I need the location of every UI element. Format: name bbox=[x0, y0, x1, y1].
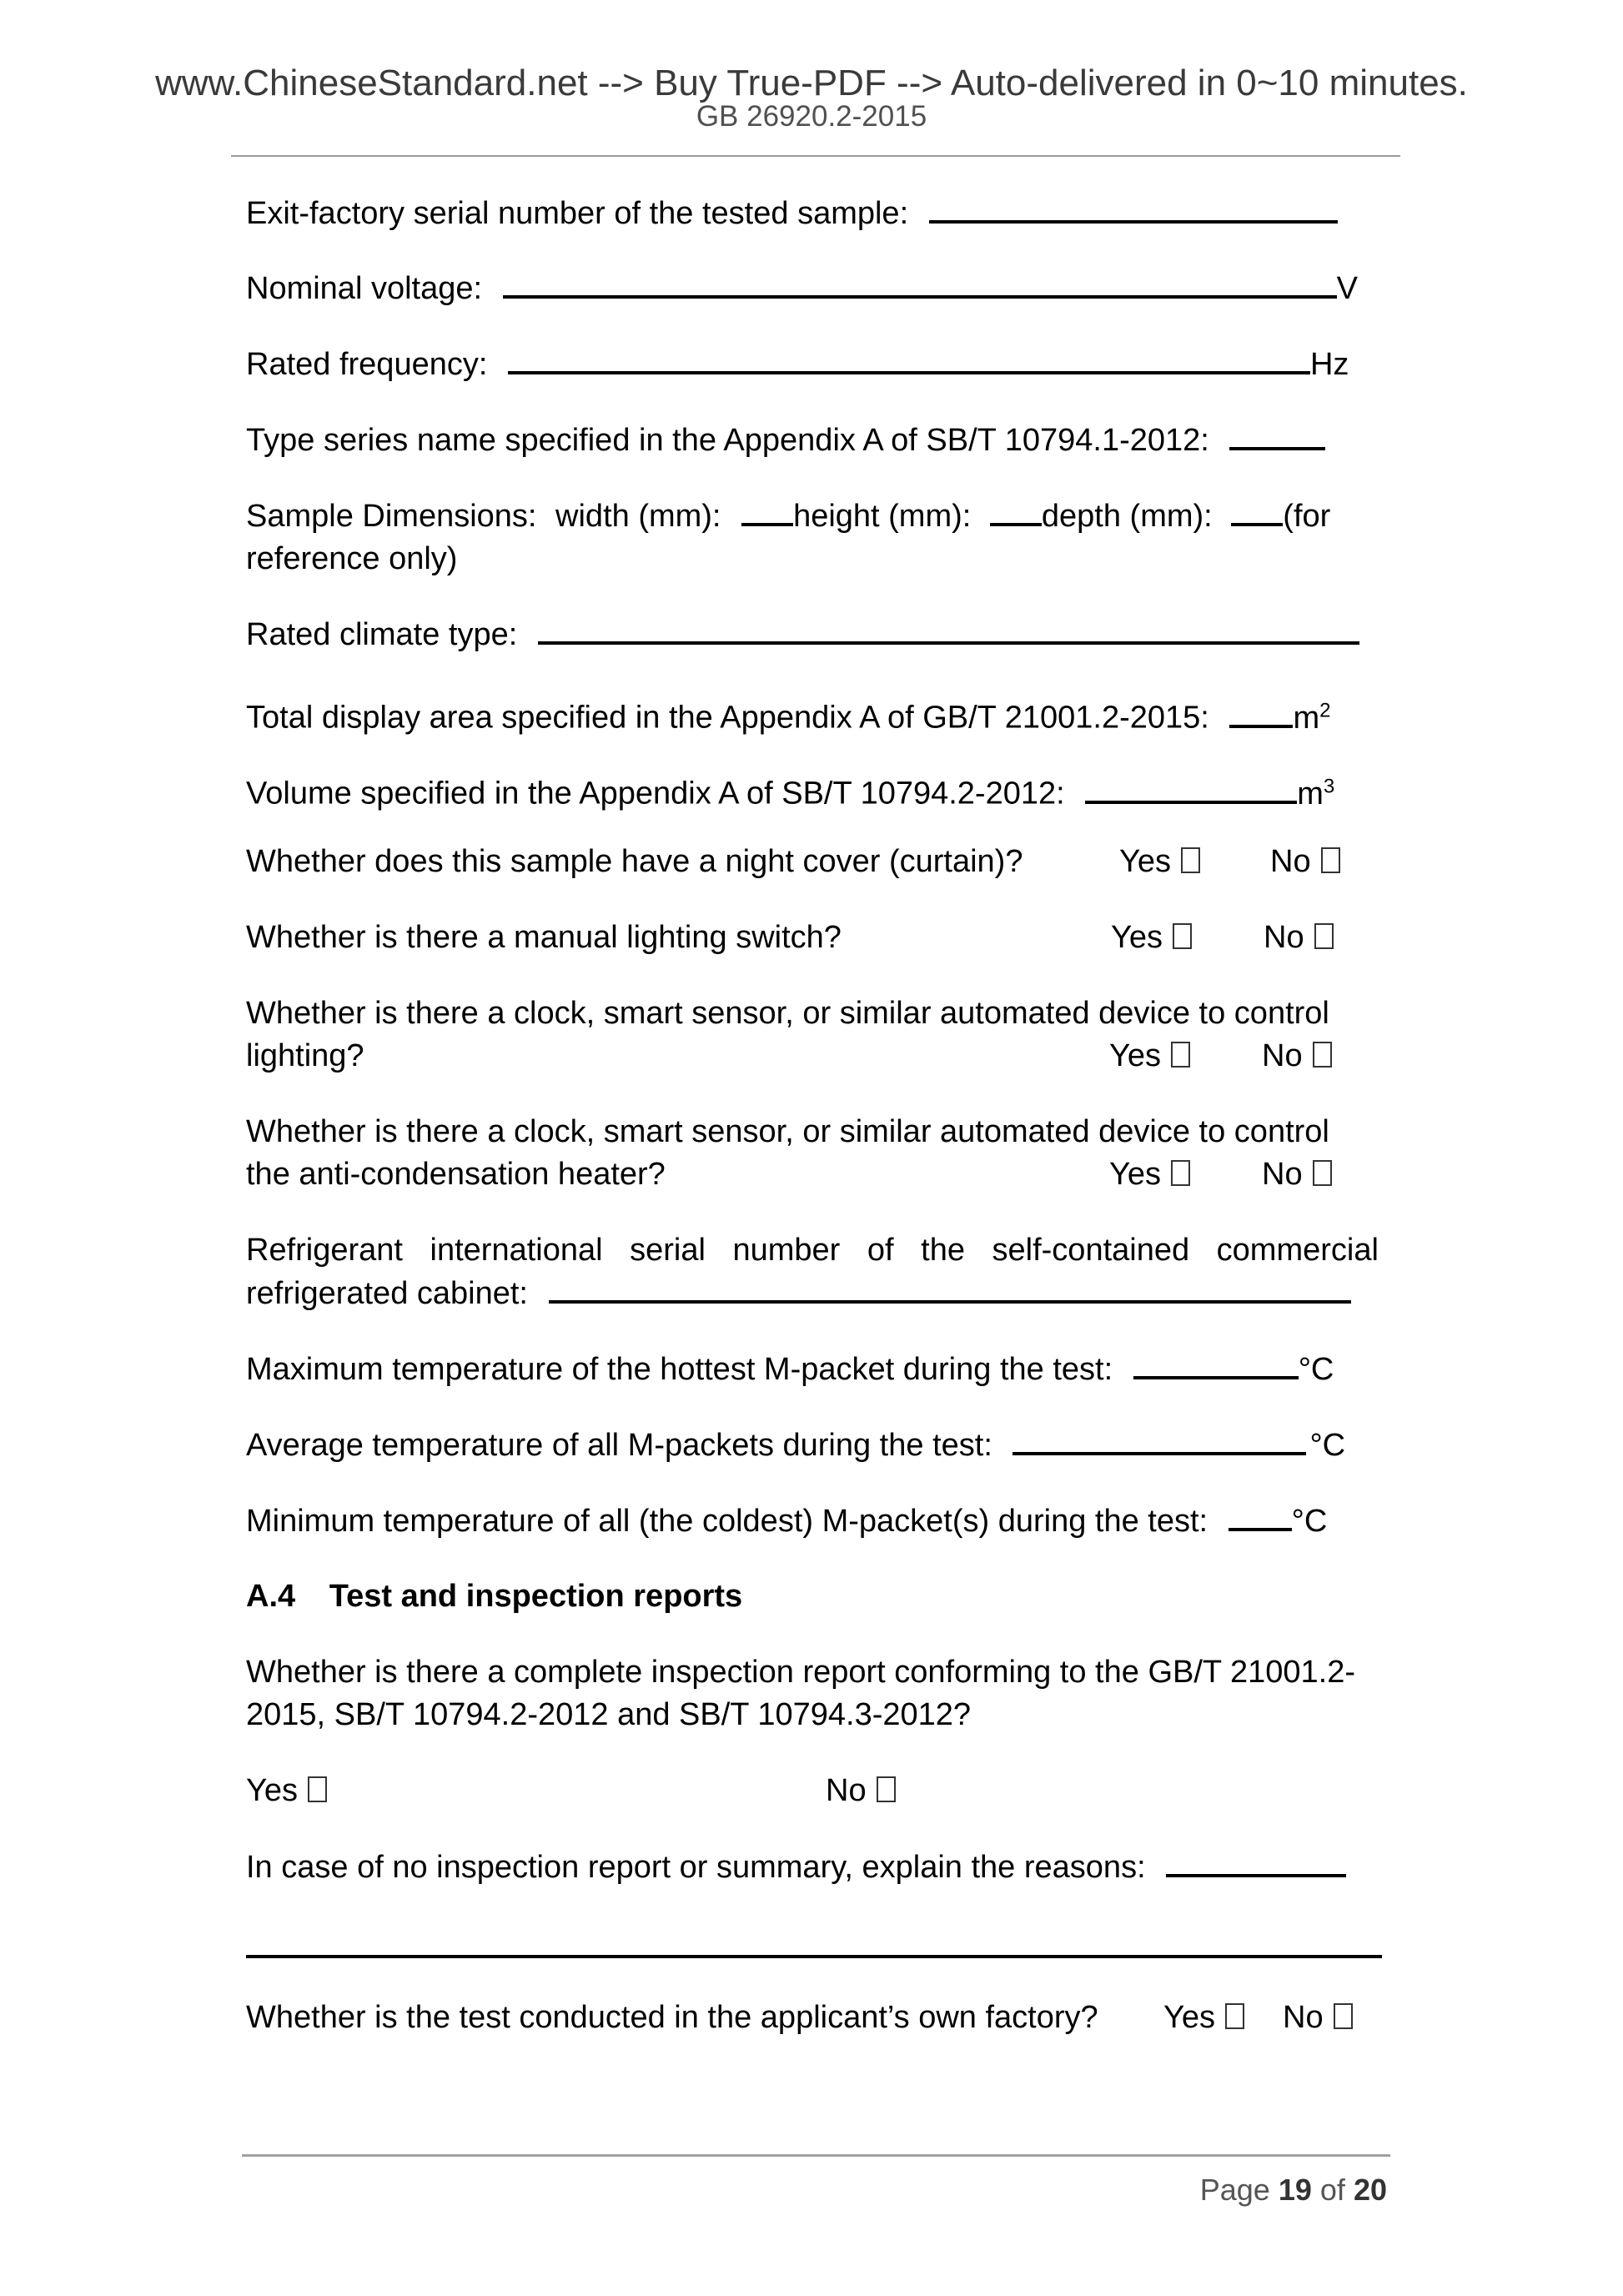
report-yes-option[interactable]: Yes bbox=[246, 1770, 327, 1812]
volume-blank[interactable] bbox=[1085, 772, 1297, 804]
heater-control-no-option[interactable]: No bbox=[1262, 1153, 1332, 1196]
field-label: Rated climate type: bbox=[246, 617, 518, 652]
nominal-voltage-blank[interactable] bbox=[503, 267, 1337, 299]
section-heading-a4 bbox=[246, 1575, 1387, 1618]
field-label: Volume specified in the Appendix A of SB/T 10794.2-2012: bbox=[246, 776, 1065, 811]
width-label: width (mm): bbox=[555, 499, 721, 534]
field-avg-temp bbox=[246, 1424, 1387, 1467]
checkbox-icon[interactable] bbox=[1181, 847, 1200, 873]
field-type-series bbox=[246, 419, 1387, 462]
field-heater-control: Whether is there a clock, smart sensor, or similar automated device to control bbox=[246, 1114, 1329, 1149]
checkbox-icon[interactable] bbox=[1334, 2003, 1353, 2029]
field-label: Whether is the test conducted in the applicant’s own factory? bbox=[246, 2000, 1098, 2035]
height-blank[interactable] bbox=[990, 495, 1042, 526]
checkbox-icon[interactable] bbox=[1313, 1160, 1332, 1186]
checkbox-icon[interactable] bbox=[877, 1776, 896, 1802]
field-label: In case of no inspection report or summary, explain the reasons: bbox=[246, 1850, 1146, 1885]
field-label: Exit-factory serial number of the tested sample: bbox=[246, 196, 909, 231]
depth-label: depth (mm): bbox=[1041, 499, 1213, 534]
field-min-temp bbox=[246, 1500, 1387, 1543]
reference-note-start: (for bbox=[1283, 499, 1331, 534]
section-title: Test and inspection reports bbox=[329, 1579, 743, 1614]
field-label: Whether is there a manual lighting switch? bbox=[246, 920, 842, 955]
page-number: Page 19 of 20 bbox=[1199, 2173, 1387, 2207]
checkbox-icon[interactable] bbox=[1173, 923, 1192, 949]
field-lighting-control-line2 bbox=[246, 1035, 1387, 1078]
width-blank[interactable] bbox=[741, 495, 793, 526]
checkbox-icon[interactable] bbox=[1313, 1042, 1332, 1068]
unit-square-meter: $m^2$ bbox=[1293, 699, 1331, 736]
manual-switch-no-option[interactable]: No bbox=[1264, 917, 1334, 959]
field-volume bbox=[246, 765, 1387, 816]
footer-divider bbox=[242, 2154, 1390, 2157]
standard-code: GB 26920.2-2015 bbox=[696, 100, 927, 133]
field-label: Maximum temperature of the hottest M-packet during the test: bbox=[246, 1352, 1113, 1387]
checkbox-icon[interactable] bbox=[1171, 1042, 1190, 1068]
checkbox-icon[interactable] bbox=[1314, 923, 1334, 949]
field-climate-type bbox=[246, 613, 1387, 656]
field-heater-control-line2 bbox=[246, 1153, 1387, 1196]
min-temp-blank[interactable] bbox=[1229, 1500, 1292, 1531]
unit-hertz: Hz bbox=[1309, 347, 1349, 382]
current-page: 19 bbox=[1278, 2173, 1312, 2207]
field-lighting-control: Whether is there a clock, smart sensor, or similar automated device to control bbox=[246, 996, 1329, 1031]
depth-blank[interactable] bbox=[1231, 495, 1283, 526]
manual-switch-yes-option[interactable]: Yes bbox=[1111, 917, 1192, 959]
unit-celsius: °C bbox=[1298, 1352, 1334, 1387]
field-refrigerant-line2 bbox=[246, 1272, 1387, 1315]
checkbox-icon[interactable] bbox=[308, 1776, 327, 1802]
field-label: Nominal voltage: bbox=[246, 271, 483, 306]
field-label: Whether does this sample have a night cover (curtain)? bbox=[246, 844, 1023, 879]
max-temp-blank[interactable] bbox=[1133, 1348, 1299, 1379]
heater-control-yes-option[interactable]: Yes bbox=[1109, 1153, 1190, 1196]
field-label: refrigerated cabinet: bbox=[246, 1276, 528, 1311]
unit-cubic-meter: $m^3$ bbox=[1297, 775, 1335, 811]
field-serial-number bbox=[246, 192, 1387, 235]
field-rated-frequency bbox=[246, 343, 1387, 386]
field-label: Type series name specified in the Appendix A of SB/T 10794.1-2012: bbox=[246, 423, 1209, 458]
report-question: Whether is there a complete inspection report conforming to the GB/T 21001.2- bbox=[246, 1655, 1355, 1690]
field-dimensions bbox=[246, 495, 1387, 538]
serial-number-blank[interactable] bbox=[929, 192, 1338, 224]
field-own-factory bbox=[246, 1997, 1387, 2039]
field-nominal-voltage bbox=[246, 267, 1387, 310]
report-question-line2: 2015, SB/T 10794.2-2012 and SB/T 10794.3-2012? bbox=[246, 1697, 972, 1732]
reasons-blank-line2[interactable] bbox=[246, 1955, 1382, 1958]
total-pages: 20 bbox=[1353, 2173, 1387, 2207]
field-label: Rated frequency: bbox=[246, 347, 488, 382]
field-label: lighting? bbox=[246, 1038, 364, 1073]
checkbox-icon[interactable] bbox=[1321, 847, 1340, 873]
dimensions-note-line2: reference only) bbox=[246, 541, 458, 576]
display-area-blank[interactable] bbox=[1229, 696, 1293, 728]
field-display-area bbox=[246, 689, 1387, 740]
type-series-blank[interactable] bbox=[1229, 419, 1325, 450]
lighting-control-no-option[interactable]: No bbox=[1262, 1035, 1332, 1078]
field-reasons bbox=[246, 1846, 1387, 1889]
night-cover-no-option[interactable]: No bbox=[1270, 841, 1340, 883]
field-manual-switch bbox=[246, 917, 1387, 959]
field-label: the anti-condensation heater? bbox=[246, 1157, 666, 1192]
night-cover-yes-option[interactable]: Yes bbox=[1119, 841, 1200, 883]
unit-celsius: °C bbox=[1309, 1428, 1346, 1463]
refrigerant-blank[interactable] bbox=[549, 1272, 1351, 1304]
field-max-temp bbox=[246, 1348, 1387, 1391]
field-label: Minimum temperature of all (the coldest) M-packet(s) during the test: bbox=[246, 1504, 1208, 1539]
checkbox-icon[interactable] bbox=[1171, 1160, 1190, 1186]
unit-volt: V bbox=[1336, 271, 1358, 306]
rated-frequency-blank[interactable] bbox=[508, 343, 1310, 374]
climate-type-blank[interactable] bbox=[538, 613, 1359, 645]
own-factory-no-option[interactable]: No bbox=[1283, 1997, 1353, 2039]
section-number: A.4 bbox=[246, 1579, 296, 1614]
own-factory-yes-option[interactable]: Yes bbox=[1163, 1997, 1244, 2039]
unit-celsius: °C bbox=[1291, 1504, 1328, 1539]
height-label: height (mm): bbox=[793, 499, 972, 534]
checkbox-icon[interactable] bbox=[1225, 2003, 1244, 2029]
site-banner: www.ChineseStandard.net --> Buy True-PDF --> Auto-delivered in 0~10 minutes. bbox=[155, 63, 1468, 103]
lighting-control-yes-option[interactable]: Yes bbox=[1109, 1035, 1190, 1078]
reasons-blank[interactable] bbox=[1166, 1846, 1346, 1877]
field-refrigerant: Refrigerant international serial number of the self-contained commercial bbox=[246, 1233, 1379, 1268]
report-no-option[interactable]: No bbox=[826, 1770, 896, 1812]
dimensions-label: Sample Dimensions: bbox=[246, 499, 537, 534]
avg-temp-blank[interactable] bbox=[1012, 1424, 1306, 1455]
field-label: Average temperature of all M-packets during the test: bbox=[246, 1428, 992, 1463]
header-divider bbox=[231, 155, 1400, 157]
field-label: Total display area specified in the Appendix A of GB/T 21001.2-2015: bbox=[246, 700, 1209, 736]
field-night-cover bbox=[246, 841, 1387, 883]
